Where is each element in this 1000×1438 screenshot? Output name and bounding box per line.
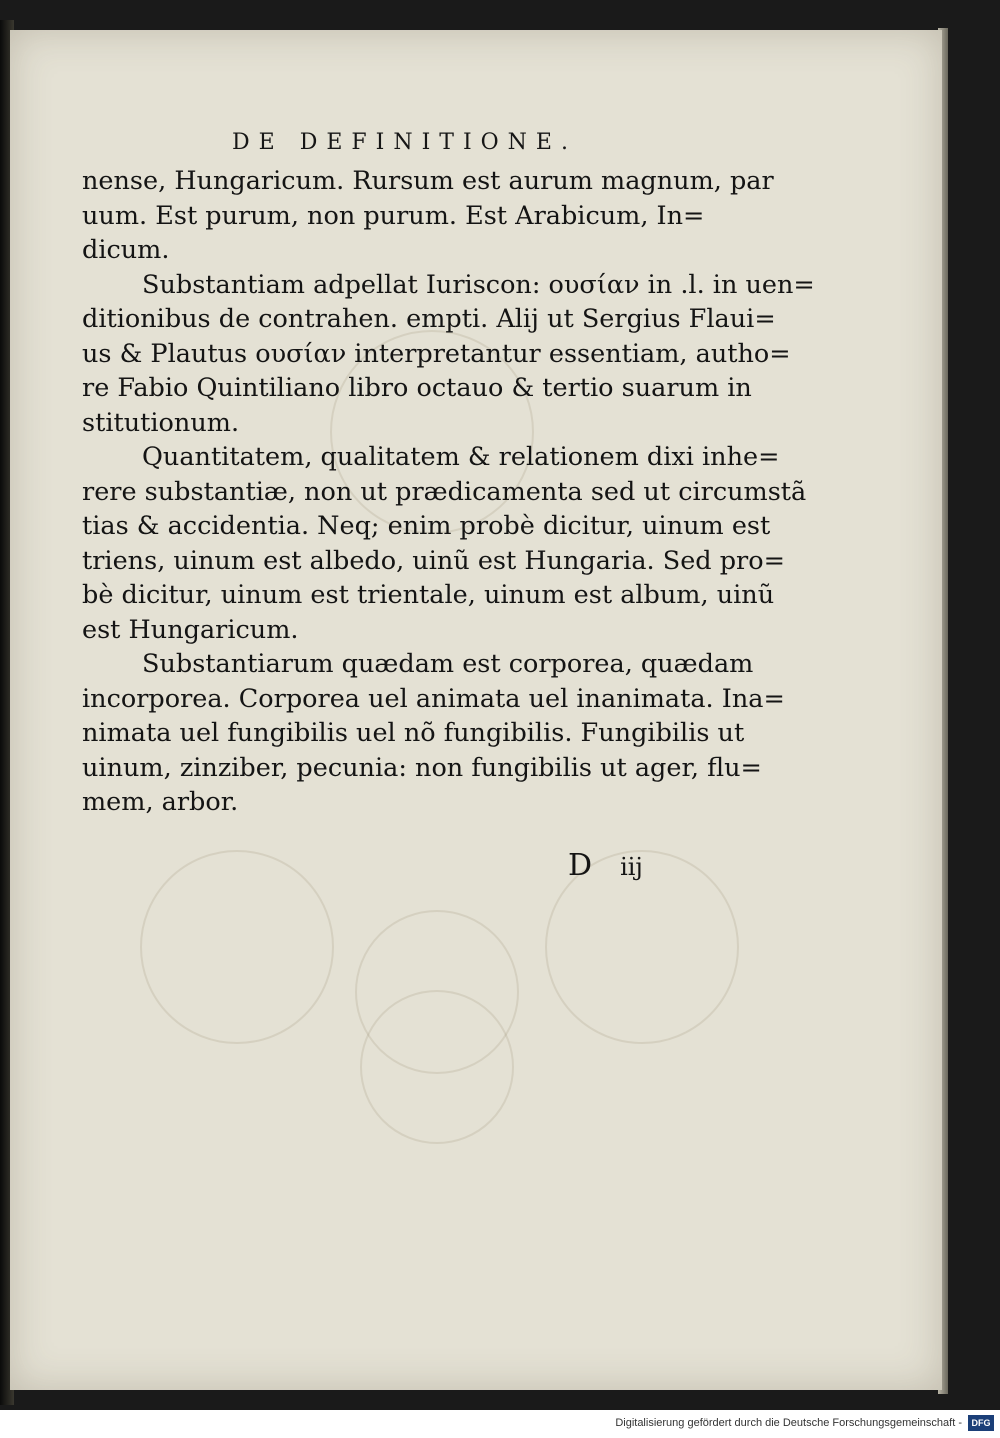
text-line: us & Plautus ουσίαν interpretantur essentiam, autho=: [82, 338, 791, 369]
signature-letter: D: [568, 848, 593, 883]
text-line: nense, Hungaricum. Rursum est aurum magnum, par: [82, 166, 774, 196]
text-line: rere substantiæ, non ut prædicamenta sed ut circumstã: [82, 476, 807, 507]
watermark-circle: [360, 990, 514, 1144]
watermark-circle: [140, 850, 334, 1044]
text-line: incorporea. Corporea uel animata uel inanimata. Ina=: [82, 683, 785, 714]
footer-bar: [0, 1410, 1000, 1438]
funding-credit: Digitalisierung gefördert durch die Deutsche Forschungsgemeinschaft -: [615, 1417, 962, 1429]
signature-mark: [568, 848, 643, 883]
text-line: uum. Est purum, non purum. Est Arabicum, In=: [82, 200, 705, 231]
text-line: stitutionum.: [82, 407, 240, 438]
text-line: mem, arbor.: [82, 787, 239, 817]
text-line: dicum.: [82, 235, 170, 265]
text-line: bè dicitur, uinum est trientale, uinum est album, uinũ: [82, 580, 775, 610]
running-head: DE DEFINITIONE.: [232, 130, 577, 155]
body-text: [82, 164, 815, 820]
text-line: triens, uinum est albedo, uinũ est Hungaria. Sed pro=: [82, 545, 785, 576]
text-line: tias & accidentia. Neq; enim probè dicitur, uinum est: [82, 511, 771, 541]
text-line: nimata uel fungibilis uel nõ fungibilis. Fungibilis ut: [82, 718, 745, 748]
text-line: est Hungaricum.: [82, 614, 299, 645]
paragraph-start-line: Quantitatem, qualitatem & relationem dixi inhe=: [142, 442, 780, 472]
paragraph-start-line: Substantiam adpellat Iuriscon: ουσίαν in .l. in uen=: [142, 269, 815, 300]
paragraph-start-line: Substantiarum quædam est corporea, quædam: [142, 649, 754, 679]
signature-number: iij: [620, 853, 643, 881]
text-line: uinum, zinziber, pecunia: non fungibilis ut ager, flu=: [82, 752, 762, 783]
text-line: ditionibus de contrahen. empti. Alij ut Sergius Flaui=: [82, 304, 776, 334]
text-line: re Fabio Quintiliano libro octauo & tertio suarum in: [82, 373, 752, 403]
dfg-logo: DFG: [968, 1415, 994, 1431]
